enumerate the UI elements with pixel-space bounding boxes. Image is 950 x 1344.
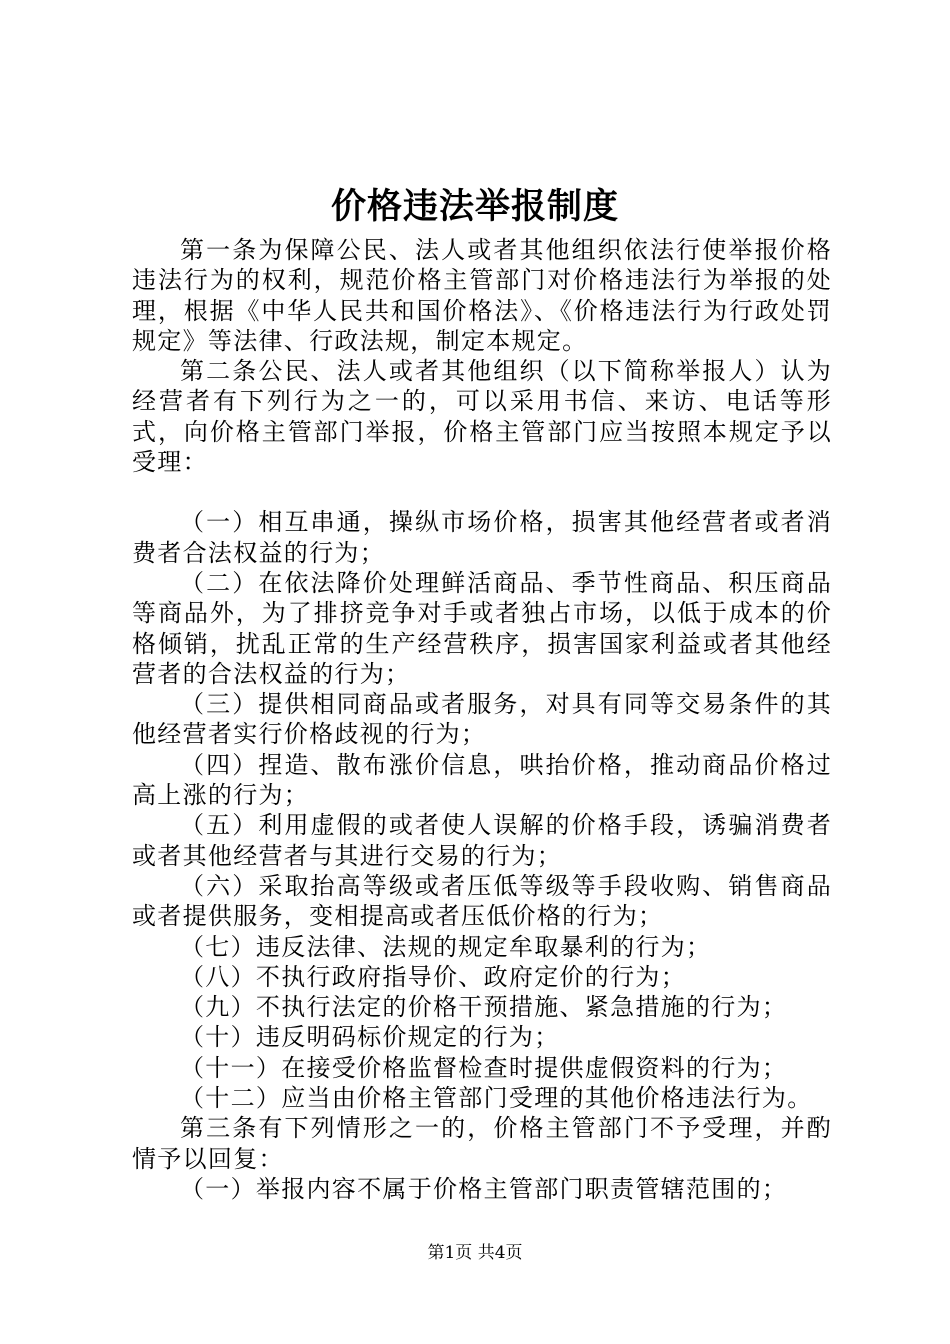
paragraph-article-3: 第三条有下列情形之一的，价格主管部门不予受理，并酌情予以回复： <box>132 1114 832 1173</box>
list-item-2: （二）在依法降价处理鲜活商品、季节性商品、积压商品等商品外，为了排挤竞争对手或者独占市场，以低于成本的价格倾销，扰乱正常的生产经营秩序，损害国家利益或者其他经营者的合法权益的行为； <box>132 568 832 688</box>
list-item-6: （六）采取抬高等级或者压低等级等手段收购、销售商品或者提供服务，变相提高或者压低价格的行为； <box>132 871 832 931</box>
paragraph-article-2: 第二条公民、法人或者其他组织（以下简称举报人）认为经营者有下列行为之一的，可以采用书信、来访、电话等形式，向价格主管部门举报，价格主管部门应当按照本规定予以受理： <box>132 357 832 477</box>
list-item-12: （十二）应当由价格主管部门受理的其他价格违法行为。 <box>180 1084 813 1113</box>
list-item-4: （四）捏造、散布涨价信息，哄抬价格，推动商品价格过高上涨的行为； <box>132 750 832 810</box>
list-item-5: （五）利用虚假的或者使人误解的价格手段，诱骗消费者或者其他经营者与其进行交易的行为； <box>132 811 832 870</box>
list-item-1: （一）相互串通，操纵市场价格，损害其他经营者或者消费者合法权益的行为； <box>132 508 832 567</box>
list-item-8: （八）不执行政府指导价、政府定价的行为； <box>180 962 686 991</box>
list-item-3: （三）提供相同商品或者服务，对具有同等交易条件的其他经营者实行价格歧视的行为； <box>132 690 832 749</box>
list-item-7: （七）违反法律、法规的规定牟取暴利的行为； <box>180 932 712 961</box>
page-number: 第1页 共4页 <box>427 1243 523 1263</box>
list-item-9: （九）不执行法定的价格干预措施、紧急措施的行为； <box>180 993 788 1022</box>
document-body <box>132 235 832 1204</box>
document-title: 价格违法举报制度 <box>330 186 619 227</box>
paragraph-article-1: 第一条为保障公民、法人或者其他组织依法行使举报价格违法行为的权利，规范价格主管部门对价格违法行为举报的处理，根据《中华人民共和国价格法》、《价格违法行为行政处罚规定》等法律、行政法规，制定本规定。 <box>132 236 832 355</box>
list-item-10: （十）违反明码标价规定的行为； <box>180 1023 560 1052</box>
article-3-item-1: （一）举报内容不属于价格主管部门职责管辖范围的； <box>180 1174 788 1203</box>
list-item-11: （十一）在接受价格监督检查时提供虚假资料的行为； <box>180 1053 788 1082</box>
